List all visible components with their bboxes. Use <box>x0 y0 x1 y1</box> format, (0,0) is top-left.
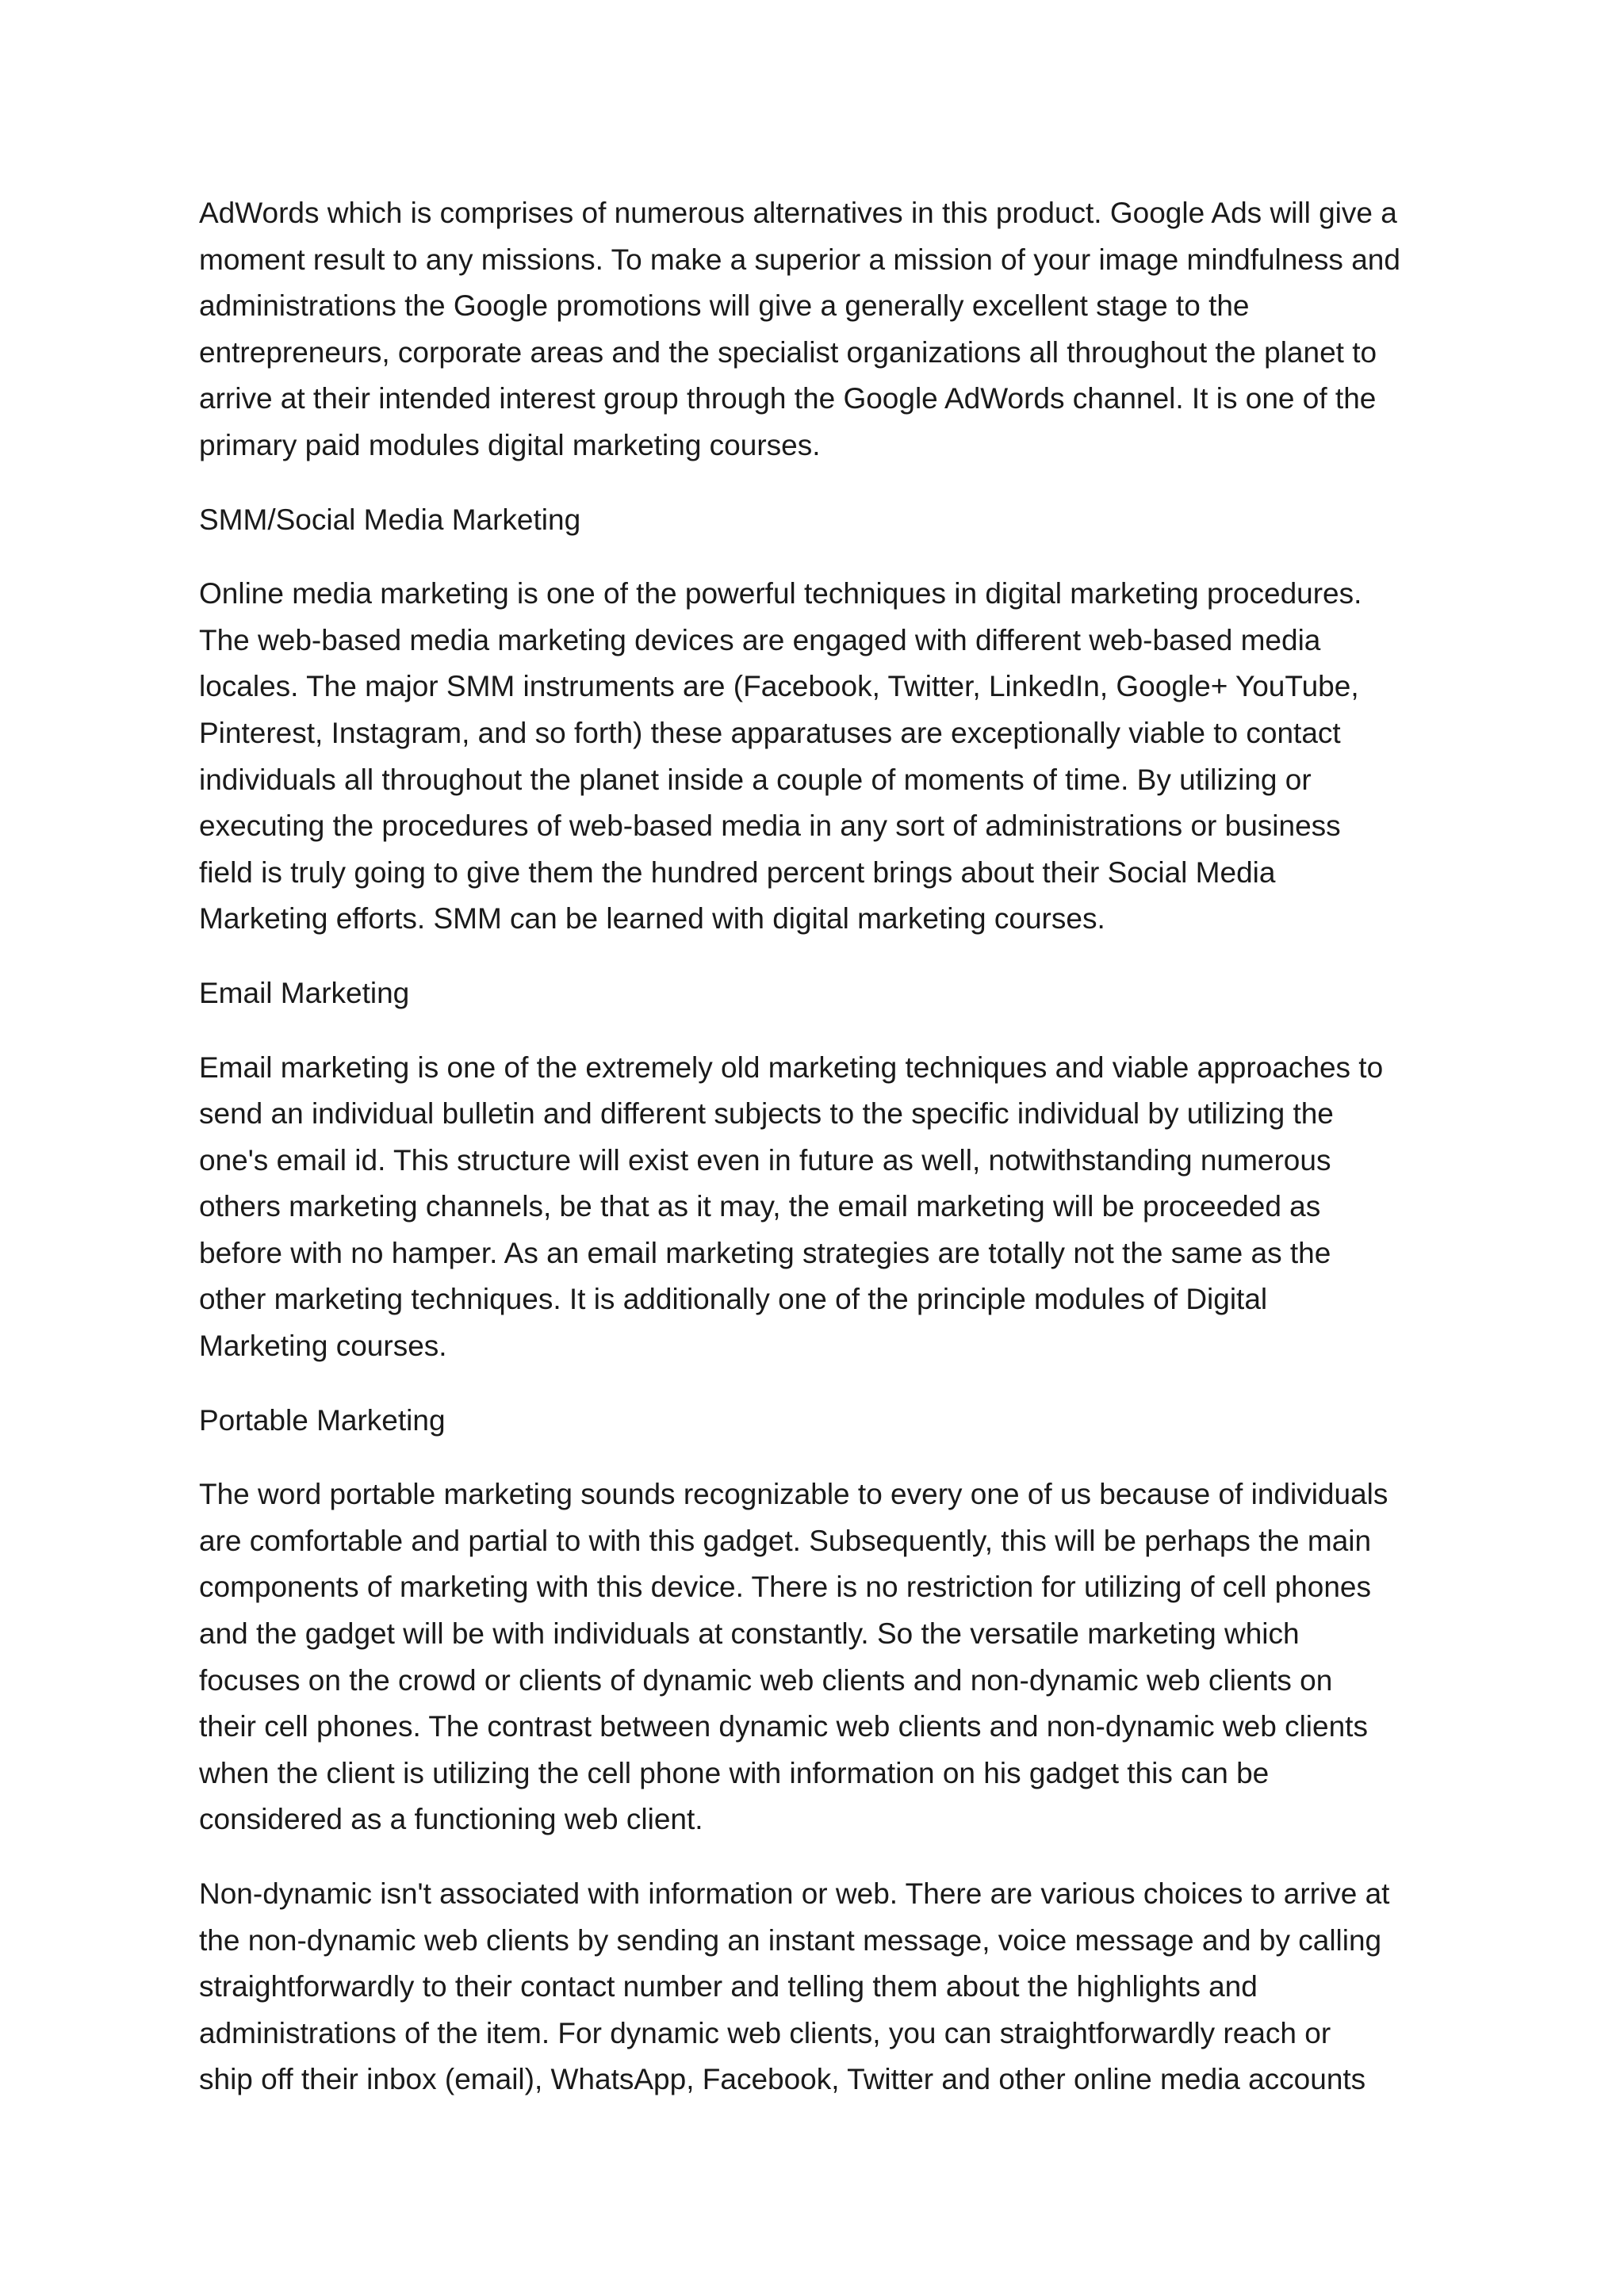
text-line: Marketing efforts. SMM can be learned with digital marketing courses. <box>199 902 1105 936</box>
text-line: Pinterest, Instagram, and so forth) these apparatuses are exceptionally viable to contact <box>199 716 1341 749</box>
heading-email-marketing <box>199 970 1452 1017</box>
text-line: before with no hamper. As an email marketing strategies are totally not the same as the <box>199 1236 1331 1269</box>
heading-text: Email Marketing <box>199 976 410 1009</box>
text-line: Marketing courses. <box>199 1330 447 1363</box>
text-line: executing the procedures of web-based media in any sort of administrations or business <box>199 809 1341 843</box>
text-line: moment result to any missions. To make a superior a mission of your image mindfulness and <box>199 243 1400 276</box>
document-page <box>199 190 1452 2131</box>
text-line: other marketing techniques. It is additionally one of the principle modules of Digital <box>199 1283 1268 1316</box>
paragraph-email-marketing <box>199 1045 1452 1370</box>
text-line: focuses on the crowd or clients of dynamic web clients and non-dynamic web clients on <box>199 1663 1333 1697</box>
text-line: primary paid modules digital marketing courses. <box>199 428 821 461</box>
heading-text: Portable Marketing <box>199 1403 446 1437</box>
text-line: and the gadget will be with individuals at constantly. So the versatile marketing which <box>199 1617 1300 1651</box>
text-line: the non-dynamic web clients by sending an instant message, voice message and by calling <box>199 1923 1382 1957</box>
paragraph-smm <box>199 571 1452 943</box>
text-line: send an individual bulletin and different subjects to the specific individual by utilizing the <box>199 1097 1334 1131</box>
text-line: administrations of the item. For dynamic web clients, you can straightforwardly reach or <box>199 2016 1331 2049</box>
text-line: considered as a functioning web client. <box>199 1803 703 1836</box>
paragraph-non-dynamic <box>199 1871 1452 2103</box>
text-line: Email marketing is one of the extremely old marketing techniques and viable approaches to <box>199 1050 1384 1084</box>
text-line: individuals all throughout the planet inside a couple of moments of time. By utilizing or <box>199 763 1312 796</box>
text-line: one's email id. This structure will exist even in future as well, notwithstanding numerous <box>199 1143 1331 1177</box>
text-line: Non-dynamic isn't associated with information or web. There are various choices to arrive at <box>199 1877 1390 1910</box>
paragraph-portable-marketing <box>199 1471 1452 1843</box>
text-line: are comfortable and partial to with this gadget. Subsequently, this will be perhaps the main <box>199 1524 1372 1557</box>
text-line: others marketing channels, be that as it may, the email marketing will be proceeded as <box>199 1190 1321 1223</box>
text-line: arrive at their intended interest group through the Google AdWords channel. It is one of the <box>199 382 1377 415</box>
text-line: administrations the Google promotions will give a generally excellent stage to the <box>199 289 1250 323</box>
text-line: entrepreneurs, corporate areas and the specialist organizations all throughout the planet to <box>199 335 1377 369</box>
text-line: AdWords which is comprises of numerous alternatives in this product. Google Ads will give a <box>199 197 1397 229</box>
text-line: their cell phones. The contrast between dynamic web clients and non-dynamic web clients <box>199 1710 1368 1743</box>
text-line: when the client is utilizing the cell phone with information on his gadget this can be <box>199 1756 1270 1789</box>
text-line: ship off their inbox (email), WhatsApp, Facebook, Twitter and other online media accounts <box>199 2063 1366 2096</box>
text-line: straightforwardly to their contact number and telling them about the highlights and <box>199 1970 1258 2003</box>
text-line: Online media marketing is one of the powerful techniques in digital marketing procedures. <box>199 577 1362 610</box>
heading-text: SMM/Social Media Marketing <box>199 503 581 536</box>
text-line: The web-based media marketing devices are engaged with different web-based media <box>199 623 1321 656</box>
paragraph-adwords <box>199 190 1452 469</box>
text-line: The word portable marketing sounds recognizable to every one of us because of individuals <box>199 1478 1388 1511</box>
text-line: components of marketing with this device. There is no restriction for utilizing of cell phones <box>199 1571 1371 1604</box>
heading-smm <box>199 497 1452 544</box>
text-line: field is truly going to give them the hundred percent brings about their Social Media <box>199 855 1276 889</box>
text-line: locales. The major SMM instruments are (Facebook, Twitter, LinkedIn, Google+ YouTube, <box>199 670 1359 703</box>
heading-portable-marketing <box>199 1398 1452 1445</box>
